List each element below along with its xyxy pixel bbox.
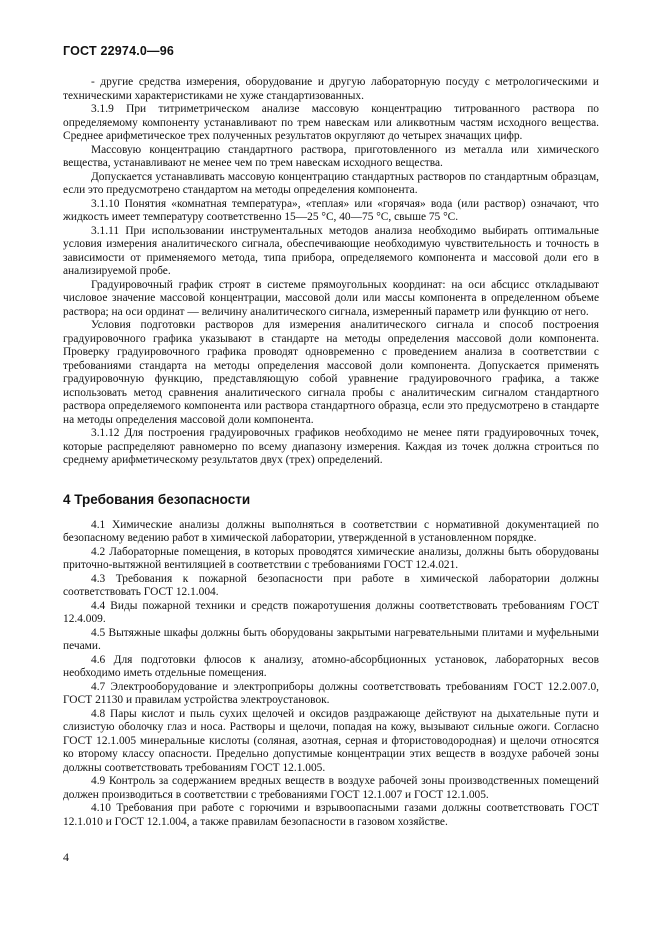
paragraph: 4.5 Вытяжные шкафы должны быть оборудованы закрытыми нагревательными плитами и муфельными печами. (63, 626, 599, 652)
paragraph: - другие средства измерения, оборудование и другую лабораторную посуду с метрологическими и техническими характеристиками не хуже стандартизованных. (63, 76, 599, 102)
paragraph: 4.10 Требования при работе с горючими и взрывоопасными газами должны соответствовать ГОСТ 12.1.010 и ГОСТ 12.1.004, а также правилам безопасности в газовом хозяйстве. (63, 802, 599, 828)
paragraph: Допускается устанавливать массовую концентрацию стандартных растворов по стандартным образцам, если это предусмотрено стандартом на методы определения компонента. (63, 170, 599, 196)
paragraph: 3.1.10 Понятия «комнатная температура», «теплая» или «горячая» вода (или раствор) означают, что жидкость имеет температуру соответственно 15—25 °С, 40—75 °С, свыше 75 °С. (63, 197, 599, 223)
paragraph: Градуировочный график строят в системе прямоугольных координат: на оси абсцисс откладывают числовое значение массовой концентрации, массовой доли или массы компонента в определенном объеме раствора; на оси ординат — величину аналитического сигнала, измеренный параметр или функцию от него. (63, 278, 599, 318)
paragraph: 4.4 Виды пожарной техники и средств пожаротушения должны соответствовать требованиям ГОСТ 12.4.009. (63, 599, 599, 625)
paragraph: 3.1.9 При титриметрическом анализе массовую концентрацию титрованного раствора по определяемому компоненту устанавливают по трем навескам или аликвотным частям исходного вещества. Среднее арифметическое трех полученных результатов округляют до четырех значащих цифр. (63, 103, 599, 142)
paragraph: 4.6 Для подготовки флюсов к анализу, атомно-абсорбционных установок, лабораторных весов необходимо иметь отдельные помещения. (63, 653, 599, 679)
paragraph: Массовую концентрацию стандартного раствора, приготовленного из металла или химического вещества, устанавливают не менее чем по трем навескам исходного вещества. (63, 143, 599, 169)
paragraph: 4.8 Пары кислот и пыль сухих щелочей и оксидов раздражающе действуют на дыхательные пути и слизистую оболочку глаз и носа. Растворы и щелочи, попадая на кожу, вызывают сильные ожоги. Согласно ГОСТ 12.1.005 минеральные кислоты (соляная, азотная, серная и фтористоводородная) и щелочи относятся ко второму классу опасности. Предельно допустимые концентрации этих веществ в воздухе рабочей зоны должны соответствовать требованиям ГОСТ 12.1.005. (63, 707, 599, 774)
section-heading: 4 Требования безопасности (63, 491, 251, 507)
paragraph: Условия подготовки растворов для измерения аналитического сигнала и способ построения градуировочного графика указывают в стандарте на методы определения массовой доли компонента. Проверку градуировочного графика проводят одновременно с проведением анализа в соответствии с требованиями стандарта на методы определения массовой доли компонента. Допускается применять градуировочную функцию, представляющую собой уравнение градуировочного графика, а также использовать метод сравнения аналитического сигнала пробы с аналитическим сигналом стандартного раствора определяемого компонента или раствора стандартного образца, если это предусмотрено в стандарте на методы определения массовой доли компонента. (63, 319, 599, 426)
paragraph: 4.7 Электрооборудование и электроприборы должны соответствовать требованиям ГОСТ 12.2.007.0, ГОСТ 21130 и правилам устройства электроустановок. (63, 680, 599, 706)
paragraph: 4.1 Химические анализы должны выполняться в соответствии с нормативной документацией по безопасному ведению работ в химической лаборатории, утвержденной в установленном порядке. (63, 518, 599, 544)
paragraph: 4.3 Требования к пожарной безопасности при работе в химической лаборатории должны соответствовать ГОСТ 12.1.004. (63, 572, 599, 598)
paragraph: 4.2 Лабораторные помещения, в которых проводятся химические анализы, должны быть оборудованы приточно-вытяжной вентиляцией в соответствии с требованиями ГОСТ 12.4.021. (63, 545, 599, 571)
page-number: 4 (63, 850, 69, 864)
paragraph: 4.9 Контроль за содержанием вредных веществ в воздухе рабочей зоны производственных помещений должен производиться в соответствии с требованиями ГОСТ 12.1.007 и ГОСТ 12.1.005. (63, 775, 599, 801)
document-header: ГОСТ 22974.0—96 (63, 44, 175, 58)
document-body (63, 76, 599, 829)
paragraph: 3.1.12 Для построения градуировочных графиков необходимо не менее пяти градуировочных точек, которые распределяют равномерно по всему диапазону измерения. Каждая из точек должна строиться по среднему арифметическому результатов двух (трех) определений. (63, 427, 599, 466)
paragraph: 3.1.11 При использовании инструментальных методов анализа необходимо выбирать оптимальные условия измерения аналитического сигнала, обеспечивающие необходимую чувствительность и точность в зависимости от применяемого метода, типа прибора, определяемого компонента и массовой доли его в анализируемой пробе. (63, 224, 599, 277)
